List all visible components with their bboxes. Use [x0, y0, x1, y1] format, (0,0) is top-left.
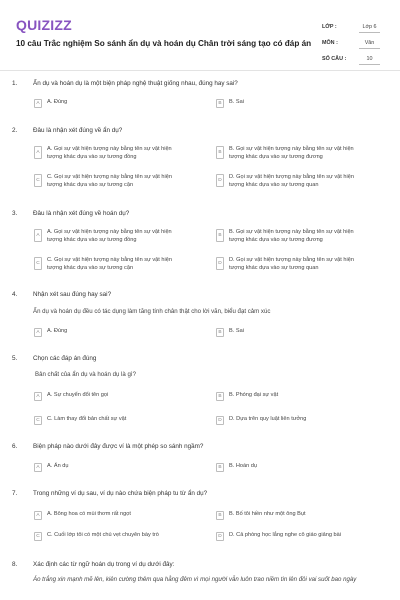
option-text: A. Bông hoa có mùi thơm rất ngọt: [47, 511, 131, 517]
option-letter-badge: A: [34, 328, 42, 337]
question-text: Biện pháp nào dưới đây được ví là một phép so sánh ngầm?: [33, 443, 204, 450]
option-a[interactable]: [34, 392, 108, 401]
option-b[interactable]: [216, 146, 359, 161]
option-letter-badge: A: [34, 229, 42, 242]
option-text: A. Gọi sự vật hiện tượng này bằng tên sự vật hiện tượng khác dựa vào sự tương đồng: [47, 146, 172, 160]
option-c[interactable]: [34, 532, 159, 541]
option-text: D. Gọi sự vật hiện tượng này bằng tên sự vật hiện tượng khác dựa vào sự tương quan: [229, 257, 354, 271]
option-a[interactable]: [34, 229, 177, 244]
option-text: A. Đúng: [47, 328, 68, 334]
option-text: A. Ẩn dụ: [47, 463, 69, 469]
question-number: 5.: [12, 355, 18, 362]
option-a[interactable]: [34, 99, 67, 108]
option-letter-badge: A: [34, 99, 42, 108]
option-a[interactable]: [34, 146, 177, 161]
question-example: Áo trắng xin mạnh mẽ lên, kiên cường thêm qua hằng đêm vì mọi người vẫn luôn trao niềm tin lên đôi vai suốt bao ngày: [33, 576, 357, 583]
worksheet-title: 10 câu Trắc nghiệm So sánh ẩn dụ và hoán dụ Chân trời sáng tạo có đáp án: [16, 39, 312, 48]
option-letter-badge: B: [216, 229, 224, 242]
option-c[interactable]: [34, 257, 177, 272]
meta-subject-label: MÔN :: [322, 40, 338, 46]
option-b[interactable]: [216, 328, 244, 337]
meta-subject: [322, 35, 380, 51]
option-a[interactable]: [34, 511, 131, 520]
question-text: Chọn các đáp án đúng: [33, 355, 97, 362]
option-b[interactable]: [216, 392, 278, 401]
option-text: D. Dựa trên quy luật liên tưởng: [229, 416, 307, 422]
option-text: D. Cả phòng học lắng nghe cô giáo giảng bài: [229, 532, 341, 538]
option-text: C. Cuối lớp tôi có một chú vẹt chuyên bày trò: [47, 532, 159, 538]
option-letter-badge: B: [216, 328, 224, 337]
option-letter-badge: B: [216, 146, 224, 159]
question-statement: Ẩn dụ và hoán dụ đều có tác dụng làm tăng tính chân thật cho lời văn, biểu đạt cảm xúc: [33, 308, 271, 315]
option-a[interactable]: [34, 463, 68, 472]
meta-count: [322, 51, 380, 67]
option-b[interactable]: [216, 99, 244, 108]
option-letter-badge: D: [216, 174, 224, 187]
question-number: 7.: [12, 490, 18, 497]
question-statement: Bản chất của ẩn dụ và hoán dụ là gì?: [35, 371, 136, 378]
worksheet-header: [12, 8, 390, 72]
worksheet-meta: [322, 19, 380, 67]
option-letter-badge: C: [34, 416, 42, 425]
option-text: C. Làm thay đổi bản chất sự vật: [47, 416, 127, 422]
meta-count-label: SỐ CÂU :: [322, 56, 347, 62]
option-letter-badge: C: [34, 532, 42, 541]
meta-grade-value: Lớp 6: [359, 22, 380, 33]
option-b[interactable]: [216, 229, 359, 244]
option-d[interactable]: [216, 532, 341, 541]
question-number: 2.: [12, 127, 18, 134]
meta-grade: [322, 19, 380, 35]
option-text: C. Gọi sự vật hiện tượng này bằng tên sự vật hiện tượng khác dựa vào sự tương cận: [47, 174, 172, 188]
option-text: A. Đúng: [47, 99, 68, 105]
option-text: B. Phóng đại sự vật: [229, 392, 279, 398]
question-number: 8.: [12, 561, 18, 568]
option-text: B. Gọi sự vật hiện tượng này bằng tên sự vật hiện tượng khác dựa vào sự tương đương: [229, 146, 354, 160]
question-number: 1.: [12, 80, 18, 87]
option-text: A. Gọi sự vật hiện tượng này bằng tên sự vật hiện tượng khác dựa vào sự tương đồng: [47, 229, 172, 243]
option-letter-badge: A: [34, 146, 42, 159]
question-text: Ẩn dụ và hoán dụ là một biện pháp nghệ thuật giống nhau, đúng hay sai?: [33, 80, 238, 87]
option-text: B. Bố tôi hiền như một ông Bụt: [229, 511, 306, 517]
option-letter-badge: B: [216, 392, 224, 401]
option-text: C. Gọi sự vật hiện tượng này bằng tên sự vật hiện tượng khác dựa vào sự tương cận: [47, 257, 172, 271]
meta-count-value: 10: [359, 54, 380, 65]
question-text: Đâu là nhận xét đúng về ẩn dụ?: [33, 127, 123, 134]
quizizz-logo: QUIZIZZ: [16, 17, 72, 33]
option-text: B. Gọi sự vật hiện tượng này bằng tên sự vật hiện tượng khác dựa vào sự tương đương: [229, 229, 354, 243]
option-d[interactable]: [216, 174, 359, 189]
option-letter-badge: B: [216, 463, 224, 472]
option-b[interactable]: [216, 463, 257, 472]
option-d[interactable]: [216, 416, 306, 425]
option-letter-badge: C: [34, 257, 42, 270]
question-text: Xác định các từ ngữ hoán dụ trong ví dụ dưới đây:: [33, 561, 175, 568]
question-text: Trong những ví dụ sau, ví dụ nào chứa biện pháp tu từ ẩn dụ?: [33, 490, 208, 497]
option-text: B. Hoán dụ: [229, 463, 257, 469]
meta-grade-label: LỚP :: [322, 24, 337, 30]
option-letter-badge: B: [216, 511, 224, 520]
option-letter-badge: D: [216, 257, 224, 270]
option-letter-badge: A: [34, 392, 42, 401]
option-d[interactable]: [216, 257, 359, 272]
option-text: B. Sai: [229, 328, 244, 334]
option-letter-badge: C: [34, 174, 42, 187]
header-divider: [0, 70, 400, 71]
option-letter-badge: D: [216, 532, 224, 541]
option-letter-badge: B: [216, 99, 224, 108]
question-number: 4.: [12, 291, 18, 298]
option-text: B. Sai: [229, 99, 244, 105]
option-c[interactable]: [34, 174, 177, 189]
option-text: A. Sự chuyển đổi tên gọi: [47, 392, 109, 398]
meta-subject-value: Văn: [359, 38, 380, 49]
option-b[interactable]: [216, 511, 306, 520]
question-number: 6.: [12, 443, 18, 450]
option-text: D. Gọi sự vật hiện tượng này bằng tên sự vật hiện tượng khác dựa vào sự tương quan: [229, 174, 354, 188]
question-number: 3.: [12, 210, 18, 217]
option-letter-badge: D: [216, 416, 224, 425]
option-letter-badge: A: [34, 463, 42, 472]
option-letter-badge: A: [34, 511, 42, 520]
option-a[interactable]: [34, 328, 67, 337]
question-text: Đâu là nhận xét đúng về hoán dụ?: [33, 210, 130, 217]
option-c[interactable]: [34, 416, 126, 425]
question-text: Nhận xét sau đúng hay sai?: [33, 291, 112, 298]
